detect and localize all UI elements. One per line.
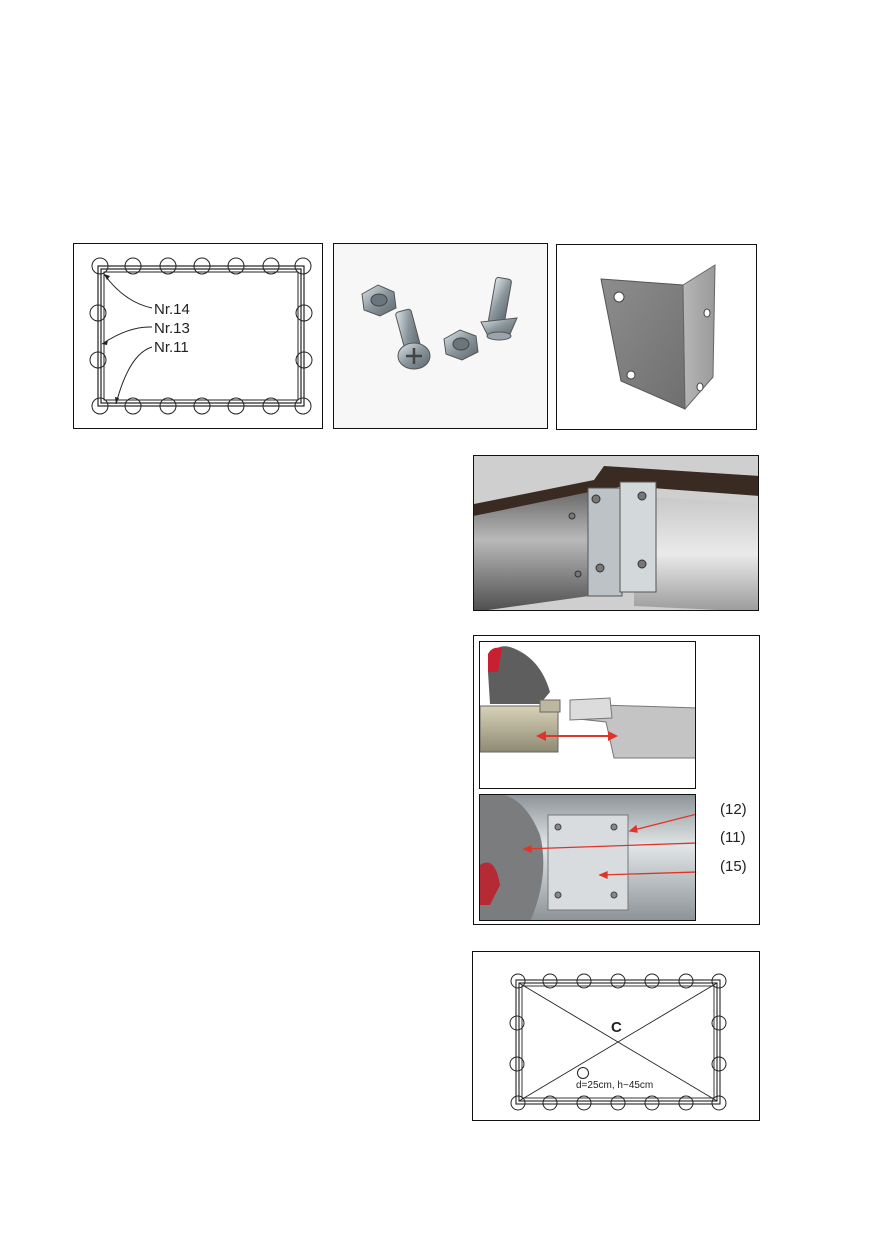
dimension-label: d=25cm, h~45cm [576, 1080, 654, 1091]
diagonal-diagram [473, 952, 760, 1121]
countersunk-screw-icon [481, 277, 517, 340]
bracket-illustration [557, 245, 757, 430]
rail-connection-panel [473, 635, 760, 925]
diagonal-diagram-panel [472, 951, 760, 1121]
label-part-15: (15) [720, 858, 747, 875]
label-nr14: Nr.14 [154, 301, 190, 318]
angle-bracket-icon [601, 265, 715, 409]
label-nr13: Nr.13 [154, 320, 190, 337]
frame-diagram-panel [73, 243, 323, 429]
screw-icon [395, 309, 430, 369]
hardware-illustration [334, 244, 548, 429]
corner-bracket-photo [556, 244, 757, 430]
center-label-c: C [611, 1019, 622, 1036]
rail-insert-photo [479, 641, 696, 789]
rail-insert-illustration [480, 642, 696, 789]
label-part-11: (11) [720, 829, 746, 846]
corner-assembly-illustration [474, 456, 759, 611]
assembled-corner-photo [473, 455, 759, 611]
rail-joined-photo [479, 794, 696, 921]
label-nr11: Nr.11 [154, 339, 189, 356]
hex-nut-icon [444, 330, 478, 360]
label-part-12: (12) [720, 801, 747, 818]
screws-nuts-photo [333, 243, 548, 429]
hex-nut-icon [362, 285, 396, 316]
frame-diagram [74, 244, 323, 429]
rail-joined-illustration [480, 795, 696, 921]
